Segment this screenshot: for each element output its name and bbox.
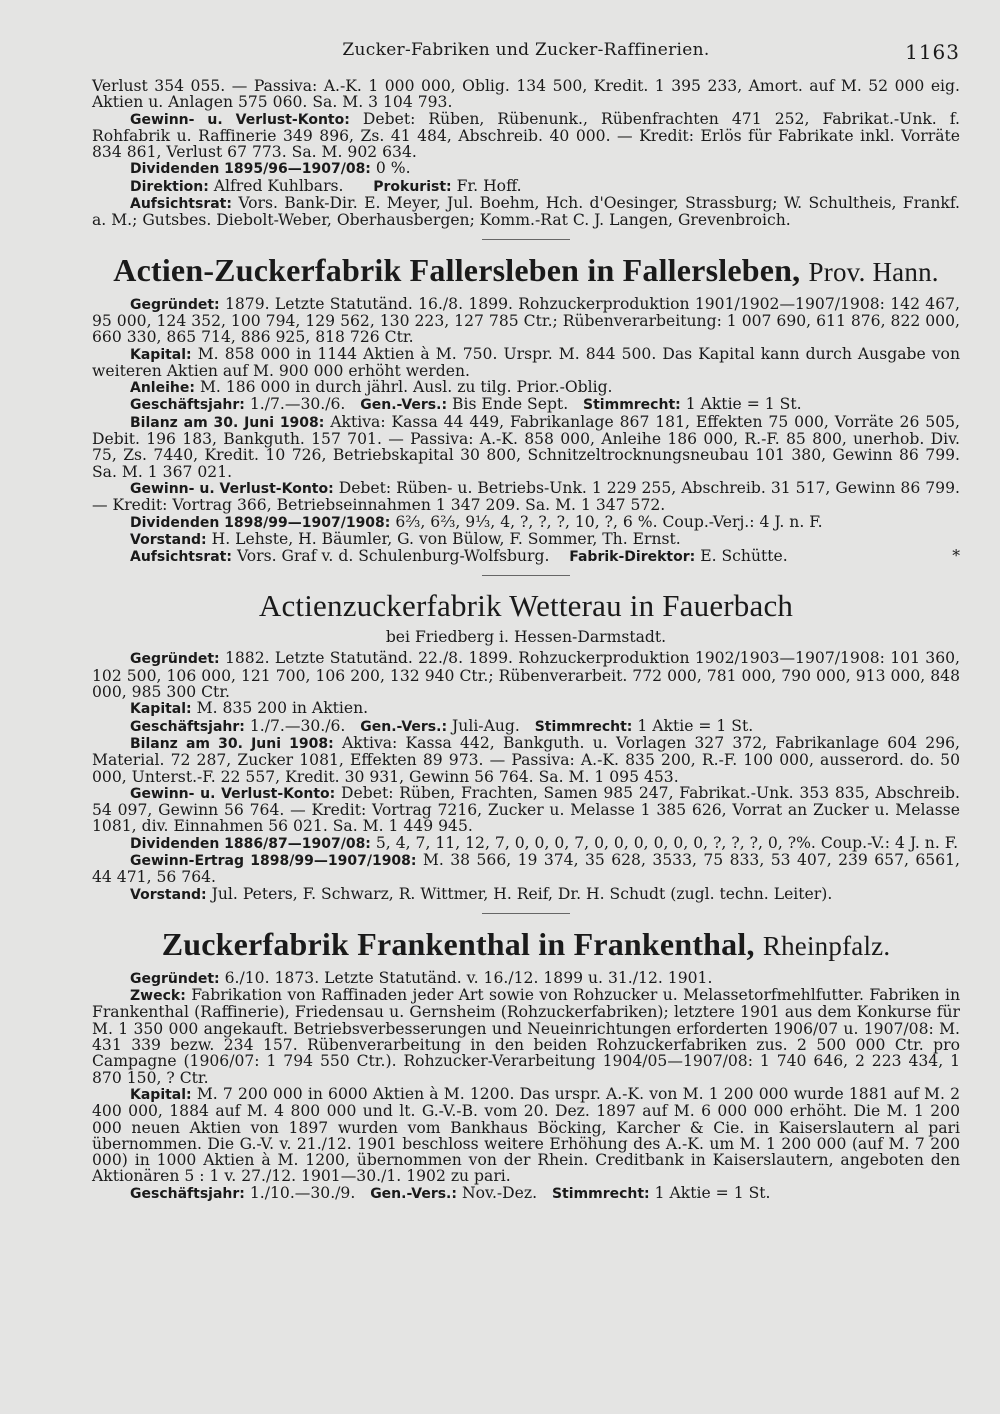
- field-text: M. 38 566, 19 374, 35 628, 3533, 75 833, 53 407, 239 657, 6561, 44 471, 56 764.: [92, 850, 960, 887]
- field-label: Stimmrecht:: [551, 1185, 650, 1202]
- field-text: 6./10. 1873. Letzte Statutänd. v. 16./12. 1899 u. 31./12. 1901.: [224, 968, 713, 987]
- capital: [92, 700, 960, 717]
- founded: [92, 970, 960, 987]
- entry-fallersleben: [92, 252, 960, 566]
- field-text: M. 835 200 in Aktien.: [196, 699, 369, 718]
- company-title: Actienzuckerfabrik Wetterau in Fauerbach: [258, 588, 794, 624]
- fiscal-year: [92, 718, 960, 735]
- field-label: Gegründet:: [130, 651, 220, 668]
- section-divider: [482, 913, 570, 914]
- field-label: Geschäftsjahr:: [130, 718, 245, 735]
- balance-sheet: [92, 735, 960, 785]
- company-title: [92, 252, 960, 290]
- field-label: Gen.-Vers.:: [370, 1185, 457, 1202]
- dividends: [92, 835, 960, 852]
- field-label: Vorstand:: [130, 886, 207, 903]
- field-label: Gewinn- u. Verlust-Konto:: [130, 111, 350, 128]
- field-label: Stimmrecht:: [534, 718, 633, 735]
- field-label: Gewinn- u. Verlust-Konto:: [130, 785, 336, 802]
- loan: [92, 379, 960, 396]
- running-title: Zucker-Fabriken und Zucker-Raffinerien.: [342, 40, 710, 60]
- field-text: 5, 4, 7, 11, 12, 7, 0, 0, 0, 7, 0, 0, 0, 0, 0, 0, ?, ?, ?, 0, ?%. Coup.-V.: 4 J. n. F.: [375, 833, 959, 852]
- field-label: Gen.-Vers.:: [360, 397, 448, 414]
- capital: [92, 1086, 960, 1185]
- field-label: Geschäftsjahr:: [130, 1185, 245, 1202]
- field-text: 1879. Letzte Statutänd. 16./8. 1899. Rohzuckerproduktion 1901/1902—1907/1908: 142 467, 95 000, 124 352, 100 794, 129 562, 130 223, 127 785 Ctr.; Rübenverarbeitung: 1 007 690, 611 876, 822 000, 660 330, 865 714, 886 925, 818 726 Ctr.: [92, 294, 960, 347]
- field-text: 1./7.—30./6.: [249, 716, 346, 735]
- page-number: 1163: [905, 40, 960, 64]
- fiscal-year: [92, 1185, 960, 1202]
- field-label: Kapital:: [130, 701, 192, 718]
- board: [92, 886, 960, 903]
- field-label: Aufsichtsrat:: [130, 196, 232, 213]
- field-text: Debet: Rüben, Frachten, Samen 985 247, Fabrikat.-Unk. 353 835, Abschreib. 54 097, Gewinn 56 764. — Kredit: Vortrag 7216, Zucker u. Melasse 1 385 626, Vorrat an Zucker u. Melasse 1081, div. Einnahmen 56 021. Sa. M. 1 449 945.: [92, 783, 960, 836]
- entry-continuation: [92, 78, 960, 229]
- management: [92, 178, 960, 195]
- field-label: Bilanz am 30. Juni 1908:: [130, 414, 325, 431]
- field-label: Kapital:: [130, 1086, 192, 1103]
- company-name: Zuckerfabrik Frankenthal in Frankenthal,: [161, 925, 755, 962]
- field-text: Bis Ende Sept.: [452, 395, 569, 414]
- supervisory-board: [92, 195, 960, 229]
- field-text: H. Lehste, H. Bäumler, G. von Bülow, F. Sommer, Th. Ernst.: [211, 529, 681, 548]
- field-text: Vors. Graf v. d. Schulenburg-Wolfsburg.: [236, 547, 550, 566]
- field-text: 1 Aktie = 1 St.: [654, 1183, 771, 1202]
- field-text: Debet: Rüben- u. Betriebs-Unk. 1 229 255, Abschreib. 31 517, Gewinn 86 799. — Kredit: Vortrag 366, Betriebseinnahmen 1 347 209. Sa. M. 1 347 572.: [92, 478, 960, 515]
- fiscal-year: [92, 396, 960, 413]
- company-region: Prov. Hann.: [808, 256, 939, 287]
- company-region: Rheinpfalz.: [762, 930, 891, 961]
- field-label: Zweck:: [130, 988, 186, 1005]
- section-divider: [482, 575, 570, 576]
- founded: [92, 296, 960, 346]
- dividends: [92, 514, 960, 531]
- field-text: Fr. Hoff.: [456, 176, 522, 195]
- field-text: 1 Aktie = 1 St.: [685, 395, 802, 414]
- entry-frankenthal: [92, 926, 960, 1202]
- field-label: Aufsichtsrat:: [130, 549, 232, 566]
- field-label: Direktion:: [130, 178, 209, 195]
- field-text: Vors. Bank-Dir. E. Meyer, Jul. Boehm, Hch. d'Oesinger, Strassburg; W. Schultheis, Frankf. a. M.; Gutsbes. Diebolt-Weber, Oberhausbergen; Komm.-Rat C. J. Langen, Grevenbroich.: [92, 194, 960, 230]
- field-text: Fabrikation von Raffinaden jeder Art sowie von Rohzucker u. Melassetorfmehlfutter. Fabriken in Frankenthal (Raffinerie), Friedensau u. Gernsheim (Rohzuckerfabriken); letztere 1901 aus dem Konkurse für M. 1 350 000 angekauft. Betriebsverbesserungen und Neueinrichtungen erforderten 1906/07 u. 1907/08: M. 431 339 bezw. 234 157. Rübenverarbeitung in den beiden Rohzuckerfabriken zus. 2 500 000 Ctr. pro Campagne (1906/07: 1 794 550 Ctr.). Rohzucker-Verarbeitung 1904/05—1907/08: 1 740 646, 2 223 434, 1 870 150, ? Ctr.: [92, 986, 960, 1087]
- field-label: Fabrik-Direktor:: [569, 549, 696, 566]
- dividends: [92, 160, 960, 177]
- field-text: Nov.-Dez.: [461, 1183, 538, 1202]
- field-label: Gewinn- u. Verlust-Konto:: [130, 480, 334, 497]
- company-subtitle: bei Friedberg i. Hessen-Darmstadt.: [385, 628, 667, 647]
- field-label: Gen.-Vers.:: [360, 718, 448, 735]
- field-text: 1882. Letzte Statutänd. 22./8. 1899. Rohzuckerproduktion 1902/1903—1907/1908: 101 360, 102 500, 106 000, 121 700, 106 200, 132 940 Ctr.; Rübenverarbeit. 772 000, 781 000, 790 000, 913 000, 848 000, 985 300 Ctr.: [92, 649, 960, 702]
- field-label: Vorstand:: [130, 531, 207, 548]
- purpose: [92, 987, 960, 1086]
- field-label: Gegründet:: [130, 296, 220, 313]
- field-text: Juli-Aug.: [452, 716, 520, 735]
- field-label: Dividenden 1886/87—1907/08:: [130, 835, 371, 852]
- field-label: Bilanz am 30. Juni 1908:: [130, 735, 334, 752]
- profit-loss-account: [92, 111, 960, 161]
- footnote-star: *: [952, 547, 960, 566]
- field-label: Gewinn-Ertrag 1898/99—1907/1908:: [130, 852, 417, 869]
- company-title: [92, 926, 960, 964]
- company-name: Actien-Zuckerfabrik Fallersleben in Fallersleben,: [113, 251, 801, 288]
- balance-sheet: [92, 414, 960, 480]
- field-text: 1./10.—30./9.: [249, 1183, 356, 1202]
- field-label: Stimmrecht:: [583, 397, 681, 414]
- capital: [92, 346, 960, 380]
- balance-continuation: Verlust 354 055. — Passiva: A.-K. 1 000 000, Oblig. 134 500, Kredit. 1 395 233, Amort. auf M. 52 000 eig. Aktien u. Anlagen 575 060. Sa. M. 3 104 793.: [92, 77, 960, 112]
- field-text: M. 7 200 000 in 6000 Aktien à M. 1200. Das urspr. A.-K. von M. 1 200 000 wurde 1881 auf M. 2 400 000, 1884 auf M. 4 800 000 und lt. G.-V.-B. vom 20. Dez. 1897 auf M. 6 000 000 erhöht. Die M. 1 200 000 neuen Aktien von 1897 wurden vom Bankhaus Böcking, Karcher & Cie. in Kaiserslautern al pari übernommen. Die G.-V. v. 21./12. 1901 beschloss weitere Erhöhung des A.-K. um M. 1 200 000 (auf M. 7 200 000) in 1000 Aktien à M. 1200, übernommen von der Rhein. Creditbank in Kaiserslautern, angeboten den Aktionären 5 : 1 v. 27./12. 1901—30./1. 1902 zu pari.: [92, 1084, 960, 1186]
- field-label: Kapital:: [130, 346, 192, 363]
- field-text: E. Schütte.: [700, 547, 788, 566]
- field-text: 1 Aktie = 1 St.: [637, 716, 754, 735]
- section-divider: [482, 239, 570, 240]
- entry-wetterau: [92, 588, 960, 902]
- field-text: Aktiva: Kassa 442, Bankguth. u. Vorlagen 327 372, Fabrikanlage 604 296, Material. 72 287, Zucker 1081, Effekten 89 973. — Passiva: A.-K. 835 200, R.-F. 100 000, ausserord. do. 50 000, Unterst.-F. 22 557, Kredit. 30 931, Gewinn 56 764. Sa. M. 1 095 453.: [92, 733, 961, 786]
- profit-yield: [92, 852, 960, 886]
- field-text: Alfred Kuhlbars.: [213, 176, 344, 195]
- page-header: [92, 38, 960, 78]
- field-text: Debet: Rüben, Rübenunk., Rübenfrachten 471 252, Fabrikat.-Unk. f. Rohfabrik u. Raffinerie 349 896, Zs. 41 484, Abschreib. 40 000. — Kredit: Erlös für Fabrikate inkl. Vorräte 834 861, Verlust 67 773. Sa. M. 902 634.: [92, 109, 960, 162]
- founded: [92, 650, 960, 700]
- profit-loss-account: [92, 785, 960, 835]
- supervisory-board: [92, 548, 960, 565]
- field-label: Dividenden 1898/99—1907/1908:: [130, 514, 391, 531]
- field-text: M. 186 000 in durch jährl. Ausl. zu tilg. Prior.-Oblig.: [199, 378, 613, 397]
- board: [92, 531, 960, 548]
- field-label: Anleihe:: [130, 380, 195, 397]
- field-text: M. 858 000 in 1144 Aktien à M. 750. Urspr. M. 844 500. Das Kapital kann durch Ausgabe von weiteren Aktien auf M. 900 000 erhöht werden.: [92, 344, 960, 380]
- field-text: Jul. Peters, F. Schwarz, R. Wittmer, H. Reif, Dr. H. Schudt (zugl. techn. Leiter).: [211, 884, 833, 903]
- field-label: Geschäftsjahr:: [130, 397, 245, 414]
- field-label: Gegründet:: [130, 970, 220, 987]
- field-text: 0 %.: [375, 159, 411, 178]
- field-text: 6⅔, 6⅔, 9⅓, 4, ?, ?, ?, 10, ?, 6 %. Coup.-Verj.: 4 J. n. F.: [395, 512, 823, 531]
- field-label: Prokurist:: [373, 178, 452, 195]
- field-text: Aktiva: Kassa 44 449, Fabrikanlage 867 181, Effekten 75 000, Vorräte 26 505, Debit. 196 183, Bankguth. 157 701. — Passiva: A.-K. 858 000, Anleihe 186 000, R.-F. 85 800, unerhob. Div. 75, Zs. 7440, Kredit. 10 726, Betriebskapital 30 800, Schnitzeltrocknungsneubau 101 380, Gewinn 86 799. Sa. M. 1 367 021.: [92, 412, 960, 481]
- field-text: 1./7.—30./6.: [249, 395, 346, 414]
- field-label: Dividenden 1895/96—1907/08:: [130, 161, 371, 178]
- profit-loss-account: [92, 480, 960, 514]
